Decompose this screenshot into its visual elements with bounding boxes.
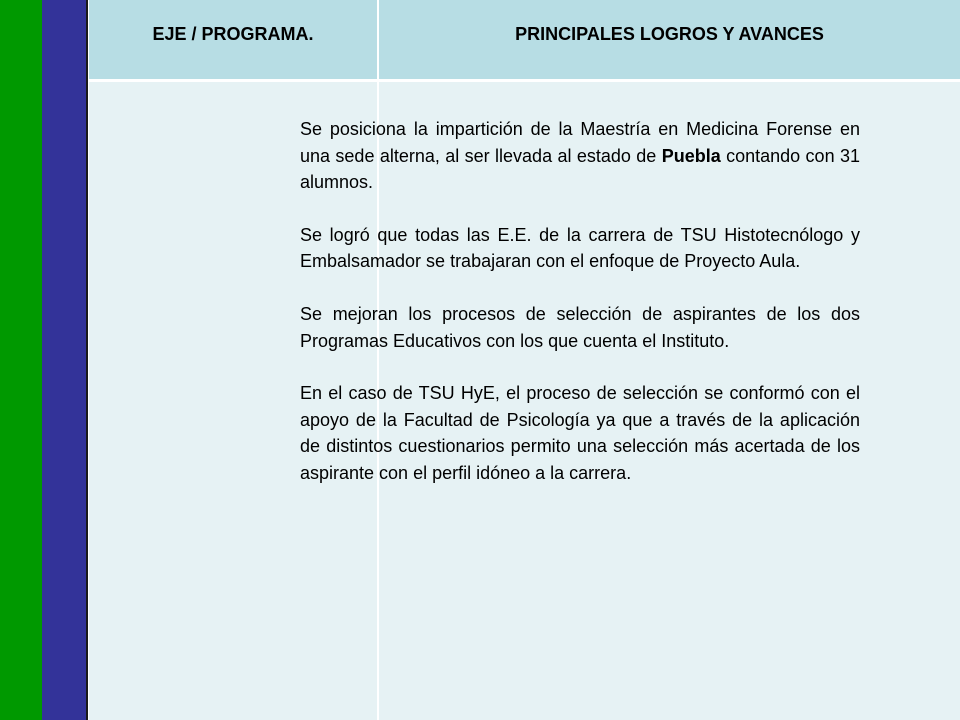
left-band-blue [42,0,88,720]
achievement-text: contando con 31 alumnos. [300,145,860,193]
header-eje-programa: EJE / PROGRAMA. [89,0,377,79]
achievement-paragraph-proyecto-aula: Se logró que todas las E.E. de la carrera de TSU Histotecnólogo y Embalsamador se trabajaran con el enfoque de Proyecto Aula. [300,224,860,272]
achievement-paragraph-seleccion: Se mejoran los procesos de selección de aspirantes de los dos Programas Educativos con los que cuenta el Instituto. [300,303,860,351]
header-logros-avances: PRINCIPALES LOGROS Y AVANCES [379,0,960,79]
achievement-bold-location: Puebla [661,145,721,166]
achievements-text [300,116,860,487]
achievement-text: Se posiciona la impartición de la Maestría en Medicina Forense en una sede alterna, al ser llevada al estado de [300,119,860,166]
achievement-paragraph-tsu-hye: En el caso de TSU HyE, el proceso de selección se conformó con el apoyo de la Facultad de Psicología ya que a través de la aplicación de distintos cuestionarios permito una selección más acertada de los aspirante con el perfil idóneo a la carrera. [300,383,860,483]
left-band-green [0,0,42,720]
band-divider [86,0,88,720]
achievement-paragraph-maestria [300,116,860,196]
